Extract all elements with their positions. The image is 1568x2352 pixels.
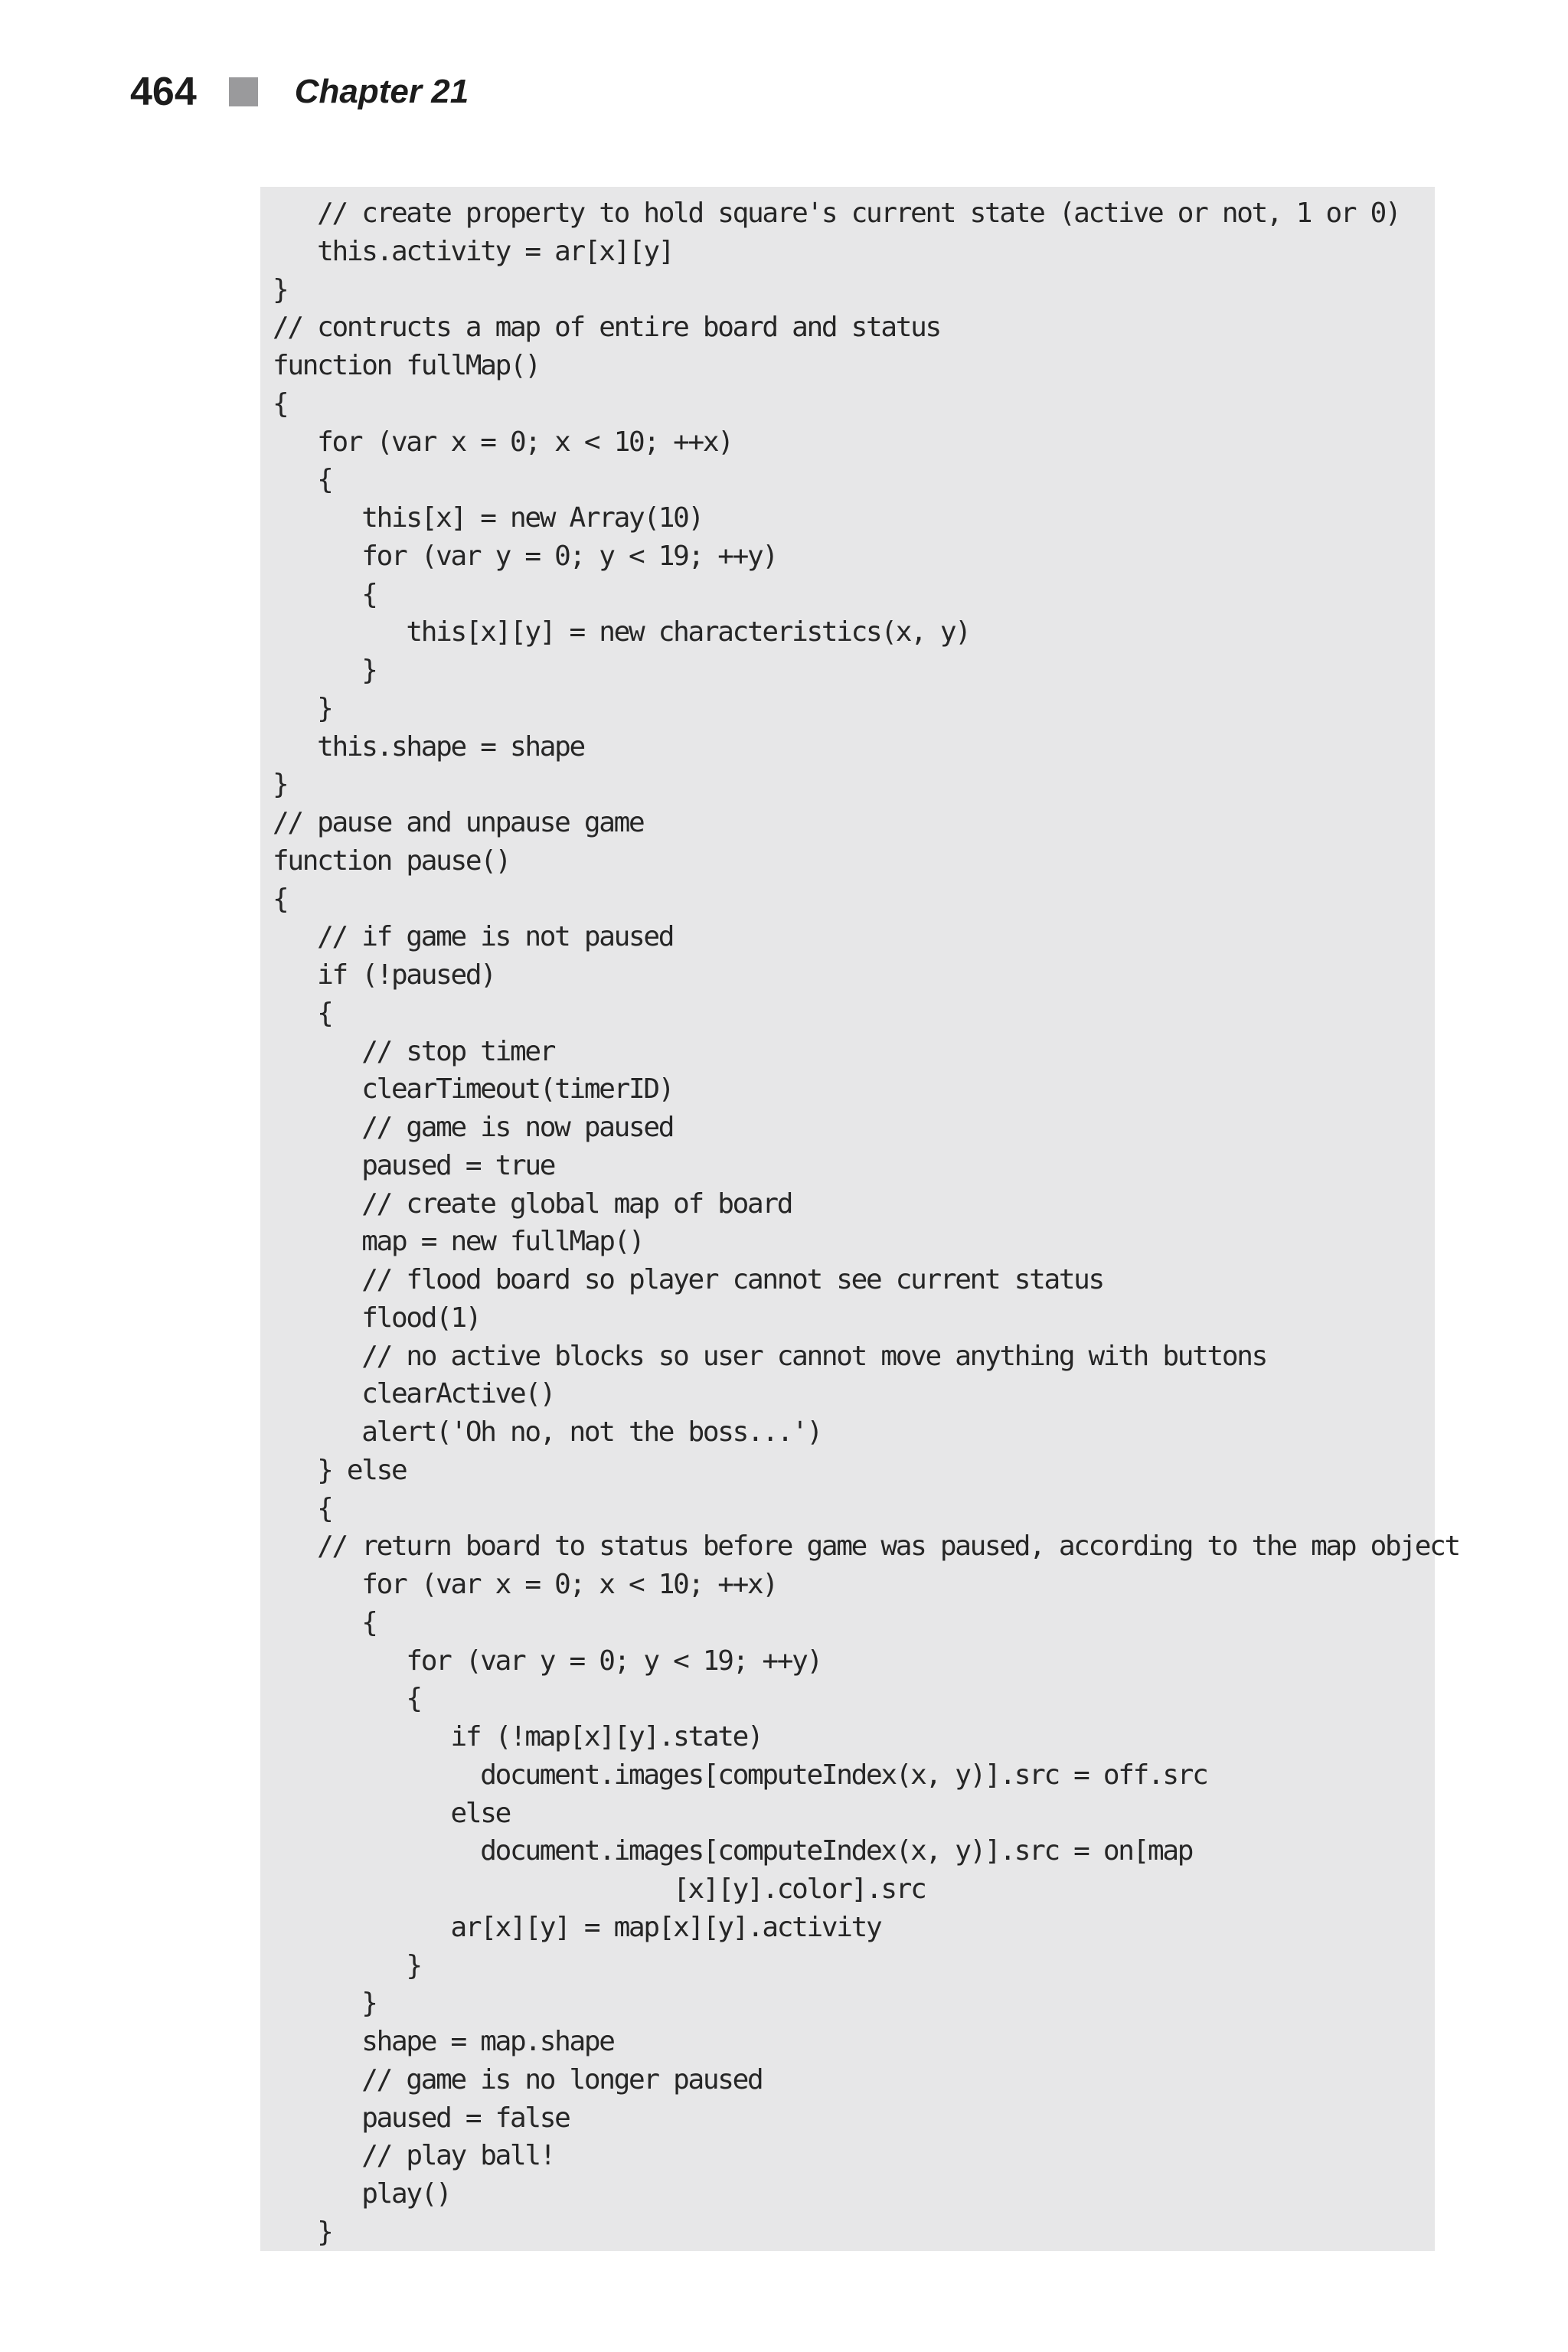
code-line: function fullMap() [273, 350, 540, 381]
code-line: } [273, 769, 288, 801]
page-header [130, 67, 469, 116]
code-line: // if game is not paused [273, 921, 674, 953]
header-square-marker [229, 77, 258, 106]
code-line: // play ball! [273, 2140, 555, 2172]
code-line: paused = false [273, 2102, 570, 2134]
code-line: { [273, 387, 288, 420]
code-line: play() [273, 2178, 451, 2210]
code-line: flood(1) [273, 1302, 481, 1334]
code-line: alert('Oh no, not the boss...') [273, 1416, 822, 1448]
code-line: clearTimeout(timerID) [273, 1073, 674, 1106]
code-line: map = new fullMap() [273, 1226, 644, 1258]
code-line: for (var x = 0; x < 10; ++x) [273, 1569, 777, 1600]
code-line: [x][y].color].src [273, 1873, 926, 1905]
code-line: { [273, 1606, 377, 1638]
code-line: } else [273, 1454, 407, 1486]
code-line: this.activity = ar[x][y] [273, 235, 674, 267]
code-line: { [273, 578, 377, 610]
code-line: for (var y = 0; y < 19; ++y) [273, 1645, 822, 1677]
code-line: clearActive() [273, 1378, 555, 1410]
code-line: this[x][y] = new characteristics(x, y) [273, 616, 970, 648]
code-line: // stop timer [273, 1035, 555, 1067]
code-line: { [273, 1683, 421, 1715]
code-line: document.images[computeIndex(x, y)].src = on[map [273, 1835, 1193, 1867]
code-line: // create global map of board [273, 1187, 792, 1220]
code-line: // pause and unpause game [273, 807, 644, 838]
code-line: } [273, 1988, 377, 2020]
code-line: function pause() [273, 844, 510, 877]
code-listing [260, 187, 1459, 2251]
code-line: for (var x = 0; x < 10; ++x) [273, 426, 733, 458]
code-line: this[x] = new Array(10) [273, 502, 703, 534]
code-line: // game is no longer paused [273, 2063, 763, 2096]
code-line: paused = true [273, 1149, 555, 1181]
code-line: // no active blocks so user cannot move anything with buttons [273, 1340, 1267, 1372]
code-line: ar[x][y] = map[x][y].activity [273, 1911, 881, 1943]
code-line: if (!map[x][y].state) [273, 1721, 763, 1753]
chapter-title: Chapter 21 [294, 73, 469, 110]
code-line: } [273, 273, 288, 305]
page-number: 464 [130, 70, 197, 114]
code-line: { [273, 1492, 332, 1524]
code-line: } [273, 692, 332, 724]
code-line: // flood board so player cannot see current status [273, 1264, 1103, 1295]
code-line: document.images[computeIndex(x, y)].src = off.src [273, 1759, 1207, 1791]
code-line: for (var y = 0; y < 19; ++y) [273, 540, 777, 572]
code-line: shape = map.shape [273, 2026, 614, 2057]
code-line: { [273, 464, 332, 496]
code-line: // game is now paused [273, 1112, 674, 1143]
code-line: else [273, 1797, 510, 1829]
code-line: // return board to status before game was paused, according to the map object [273, 1530, 1459, 1563]
code-line: } [273, 2216, 332, 2248]
code-line: // contructs a map of entire board and status [273, 312, 940, 344]
code-line: { [273, 883, 288, 915]
code-line: } [273, 655, 377, 686]
code-line: { [273, 997, 332, 1029]
code-line: // create property to hold square's current state (active or not, 1 or 0) [273, 198, 1400, 229]
code-line: } [273, 1949, 421, 1981]
code-line: this.shape = shape [273, 730, 584, 763]
code-line: if (!paused) [273, 959, 495, 991]
